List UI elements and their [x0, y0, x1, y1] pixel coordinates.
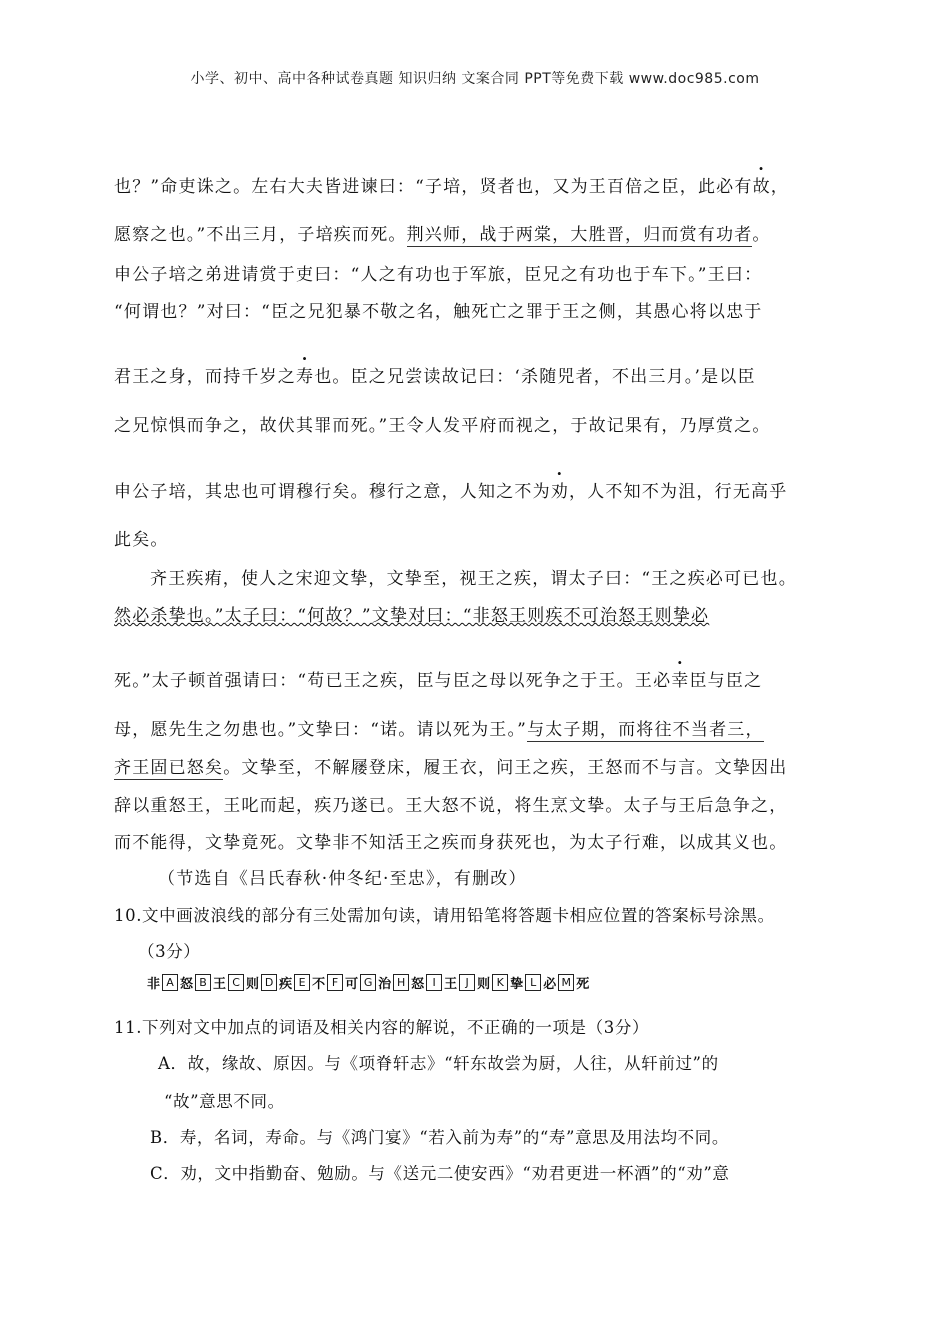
mark-char: 必	[543, 977, 557, 992]
text-line: 此矣。	[114, 530, 169, 550]
mark-char: 不	[312, 977, 326, 992]
text-line: 死。”太子顿首强请曰：“苟已王之疾，臣与臣之母以死争之于王。王必幸臣与臣之	[114, 671, 763, 691]
source-citation: （节选自《吕氏春秋·仲冬纪·至忠》，有删改）	[158, 869, 527, 889]
answer-box-l[interactable]: L	[525, 974, 541, 991]
dotted-char: 幸	[671, 671, 690, 691]
dotted-char: 寿	[296, 367, 315, 387]
text-line: 辞以重怒王，王叱而起，疾乃遂已。王大怒不说，将生烹文挚。太子与王后急争之，	[114, 796, 788, 816]
text-line: 也？”命吏诛之。左右大夫皆进谏曰：“子培，贤者也，又为王百倍之臣，此必有故，	[114, 177, 789, 197]
mark-char: 治	[378, 977, 392, 992]
answer-box-f[interactable]: F	[327, 974, 343, 991]
text-line: 齐王固已怒矣。文挚至，不解屦登床，履王衣，问王之疾，王怒而不与言。文挚因出	[114, 758, 788, 778]
answer-box-m[interactable]: M	[558, 974, 574, 991]
answer-box-i[interactable]: I	[426, 974, 442, 991]
answer-box-a[interactable]: A	[162, 974, 178, 991]
mark-char: 怒	[180, 977, 194, 992]
answer-box-k[interactable]: K	[492, 974, 508, 991]
text-line: 而不能得，文挚竟死。文挚非不知活王之疾而身获死也，为太子行难，以成其义也。	[114, 833, 788, 853]
answer-marks-row	[146, 973, 590, 992]
mark-char: 王	[213, 977, 227, 992]
underlined-sentence: 与太子期，而将往不当者三，	[527, 720, 764, 740]
question-10: 10.文中画波浪线的部分有三处需加句读，请用铅笔将答题卡相应位置的答案标号涂黑。	[114, 906, 775, 925]
option-b: B．寿，名词，寿命。与《鸿门宴》“若入前为寿”的“寿”意思及用法均不同。	[150, 1128, 729, 1147]
mark-char: 可	[345, 977, 359, 992]
answer-box-e[interactable]: E	[294, 974, 310, 991]
answer-box-b[interactable]: B	[195, 974, 211, 991]
text-line: 申公子培，其忠也可谓穆行矣。穆行之意，人知之不为劝，人不知不为沮，行无高乎	[114, 482, 788, 502]
mark-char: 则	[477, 977, 491, 992]
answer-box-g[interactable]: G	[360, 974, 376, 991]
option-a: A．故，缘故、原因。与《项脊轩志》“轩东故尝为厨，人往，从轩前过”的	[158, 1054, 719, 1073]
underlined-sentence: 荆兴师，战于两棠，大胜晋，归而赏有功者	[406, 225, 753, 245]
text-line: 君王之身，而持千岁之寿也。臣之兄尝读故记曰：‘杀随兕者，不出三月。’是以臣	[114, 367, 756, 387]
text-line: 母，愿先生之勿患也。”文挚曰：“诺。请以死为王。”与太子期，而将往不当者三，	[114, 720, 764, 740]
page-header: 小学、初中、高中各种试卷真题 知识归纳 文案合同 PPT等免费下载 www.doc985.com	[190, 71, 760, 87]
text-line: 申公子培之弟进请赏于吏曰：“人之有功也于军旅，臣兄之有功也于车下。”王曰：	[114, 265, 763, 285]
answer-box-j[interactable]: J	[459, 974, 475, 991]
answer-box-h[interactable]: H	[393, 974, 409, 991]
option-a-cont: “故”意思不同。	[164, 1092, 285, 1111]
text-line: 齐王疾痏，使人之宋迎文挚，文挚至，视王之疾，谓太子曰：“王之疾必可已也。	[150, 569, 797, 589]
wavy-text: 然必杀挚也。”太子曰：“何故？”文挚对曰：“非怒王则疾不可治怒王则挚必	[114, 606, 710, 626]
mark-char: 疾	[279, 977, 293, 992]
text-line: 愿察之也。”不出三月，子培疾而死。荆兴师，战于两棠，大胜晋，归而赏有功者。	[114, 225, 771, 245]
text-line: “何谓也？”对曰：“臣之兄犯暴不敬之名，触死亡之罪于王之侧，其愚心将以忠于	[114, 302, 763, 322]
mark-char: 挚	[510, 977, 524, 992]
dotted-char: 劝	[550, 482, 570, 502]
option-c: C．劝，文中指勤奋、勉励。与《送元二使安西》“劝君更进一杯酒”的“劝”意	[150, 1164, 730, 1183]
underlined-sentence: 齐王固已怒矣	[114, 758, 224, 778]
mark-char: 非	[147, 977, 161, 992]
mark-char: 则	[246, 977, 260, 992]
text-line: 之兄惊惧而争之，故伏其罪而死。”王令人发平府而视之，于故记果有，乃厚赏之。	[114, 416, 771, 436]
question-10-score: （3分）	[138, 942, 201, 961]
text-line	[114, 601, 709, 626]
answer-box-c[interactable]: C	[228, 974, 244, 991]
mark-char: 死	[576, 977, 590, 992]
dotted-char: 故	[752, 177, 771, 197]
question-11: 11.下列对文中加点的词语及相关内容的解说，不正确的一项是（3分）	[114, 1018, 650, 1037]
mark-char: 怒	[411, 977, 425, 992]
answer-box-d[interactable]: D	[261, 974, 277, 991]
mark-char: 王	[444, 977, 458, 992]
